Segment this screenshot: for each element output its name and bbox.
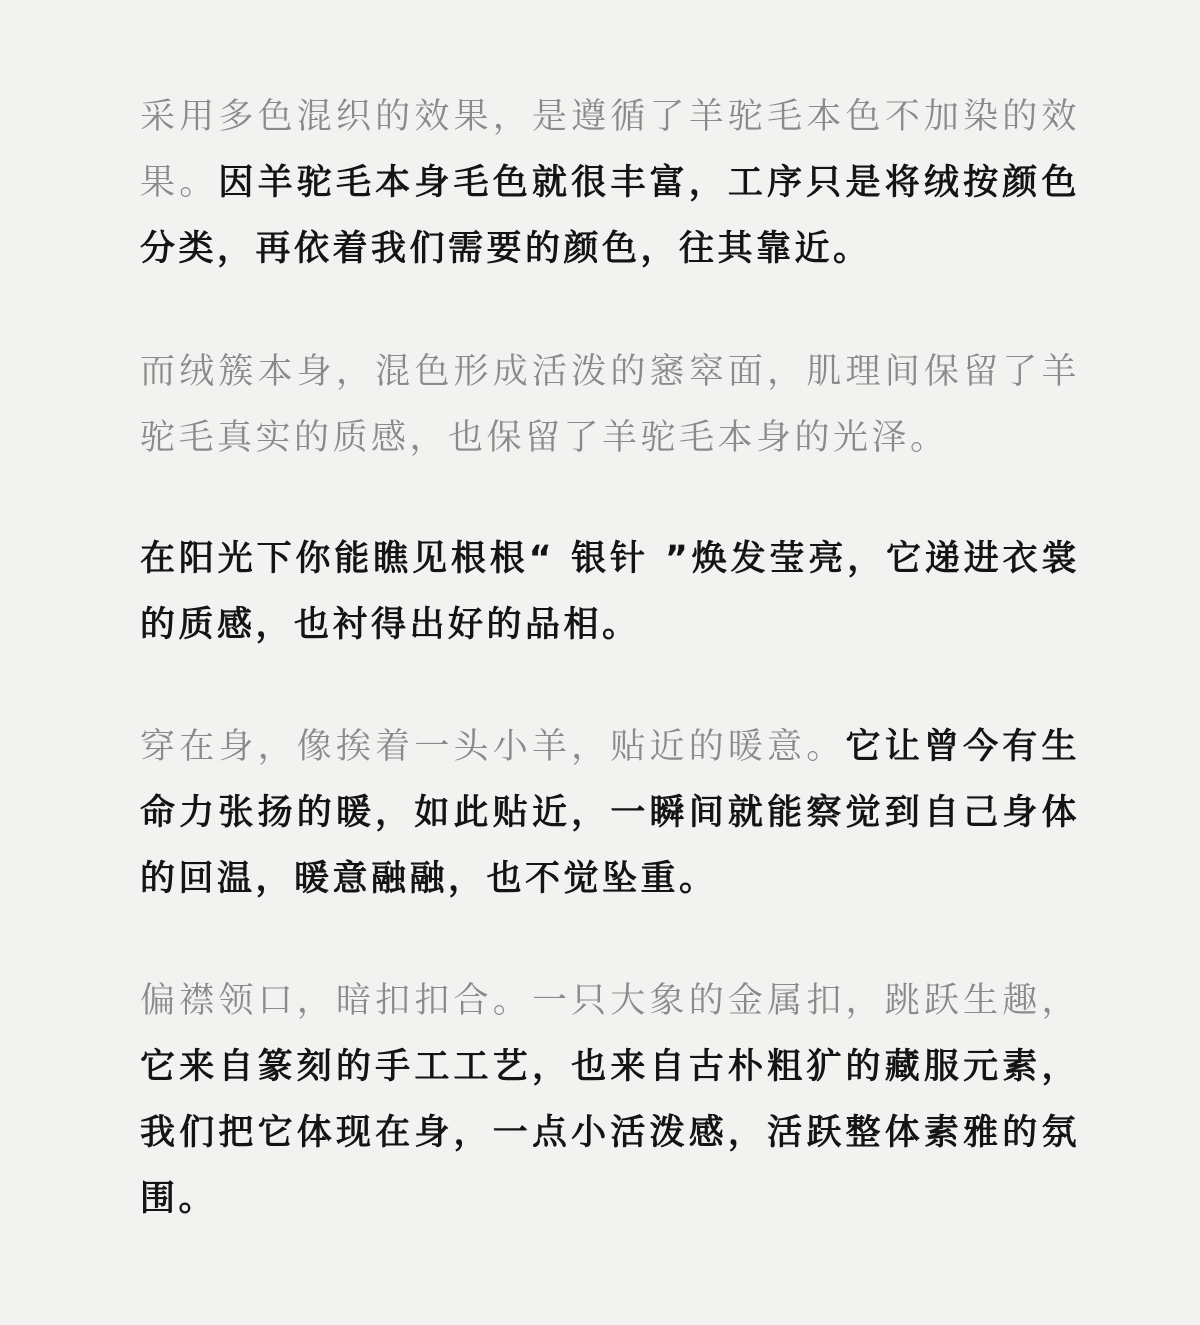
paragraph-4 [140,714,1080,912]
paragraph-1-emphasis-text: 因羊驼毛本身毛色就很丰富，工序只是将绒按颜色分类，再依着我们需要的颜色，往其靠近。 [140,163,1080,269]
paragraph-1-muted-text: 采用多色混织的效果，是遵循了羊驼毛本色不加染的效果。 [140,97,1080,203]
paragraph-2-muted-text: 而绒簇本身，混色形成活泼的窸窣面，肌理间保留了羊驼毛真实的质感，也保留了羊驼毛本身的光泽。 [140,352,1080,458]
paragraph-5-emphasis-text: 它来自篆刻的手工工艺，也来自古朴粗犷的藏服元素，我们把它体现在身，一点小活泼感，活跃整体素雅的氛围。 [140,1047,1080,1219]
paragraph-4-emphasis-text: 它让曾今有生命力张扬的暖，如此贴近，一瞬间就能察觉到自己身体的回温，暖意融融，也不觉坠重。 [140,727,1080,899]
paragraph-3 [140,526,1080,658]
paragraph-5 [140,968,1080,1232]
paragraph-1 [140,84,1080,282]
paragraph-4-muted-text: 穿在身，像挨着一头小羊，贴近的暖意。 [140,727,846,767]
paragraph-5-muted-text: 偏襟领口，暗扣扣合。一只大象的金属扣，跳跃生趣， [140,981,1080,1021]
paragraph-3-emphasis-text: 在阳光下你能瞧见根根“ 银针 ”焕发莹亮，它递进衣裳的质感，也衬得出好的品相。 [140,539,1080,645]
paragraph-2 [140,339,1080,471]
